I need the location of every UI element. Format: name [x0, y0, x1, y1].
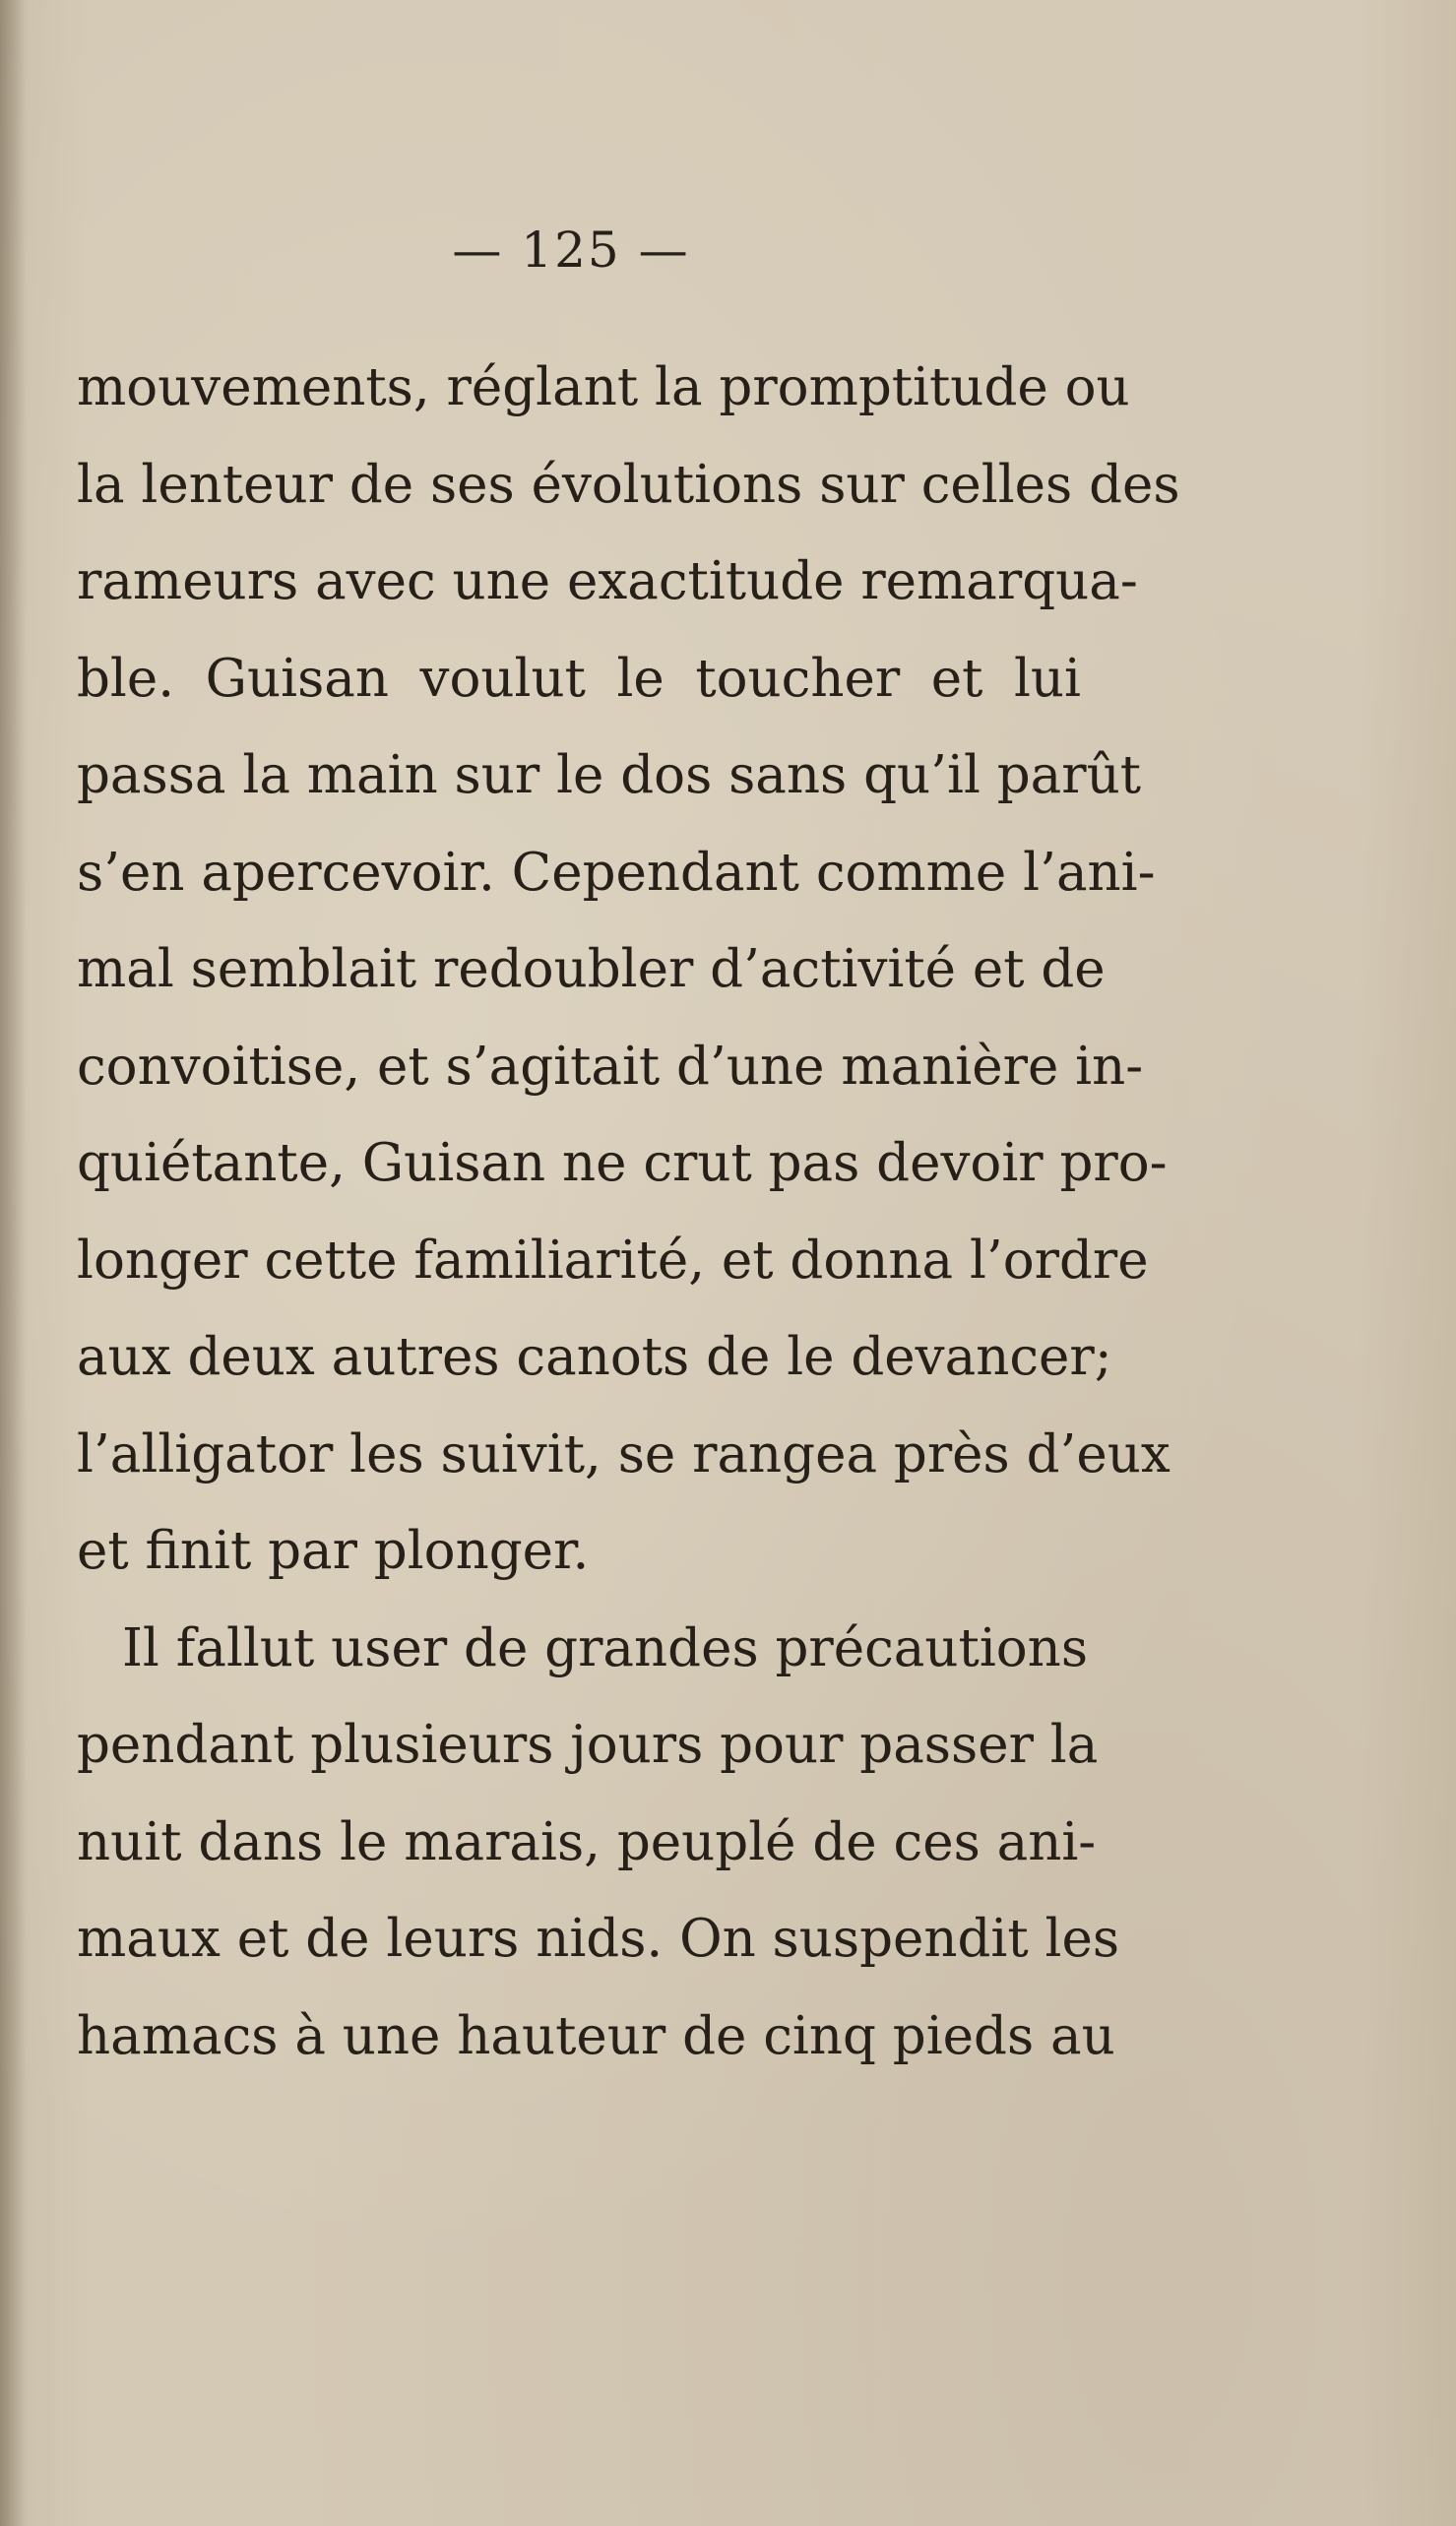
- text-line: mouvements, réglant la promptitude ou: [77, 357, 1130, 417]
- text-line: convoitise, et s’agitait d’une manière in-: [77, 1036, 1144, 1097]
- text-line: l’alligator les suivit, se rangea près d’eux: [77, 1423, 1171, 1484]
- text-line: mal semblait redoubler d’activité et de: [77, 939, 1106, 999]
- text-line: longer cette familiarité, et donna l’ordre: [77, 1230, 1149, 1291]
- text-line: ble. Guisan voulut le toucher et lui: [77, 648, 1081, 709]
- text-line: la lenteur de ses évolutions sur celles des: [77, 454, 1180, 515]
- text-line: passa la main sur le dos sans qu’il parût: [77, 745, 1142, 805]
- text-line-paragraph-end: et finit par plonger.: [77, 1521, 590, 1581]
- text-line: aux deux autres canots de le devancer;: [77, 1327, 1112, 1387]
- text-line: s’en apercevoir. Cependant comme l’ani-: [77, 842, 1156, 903]
- text-line: pendant plusieurs jours pour passer la: [77, 1715, 1099, 1775]
- body-text: [77, 340, 1180, 2085]
- page-spine-shadow: [0, 0, 26, 2526]
- text-line: quiétante, Guisan ne crut pas devoir pro-: [77, 1133, 1168, 1193]
- page-number-header: — 125 —: [452, 221, 690, 279]
- text-line-paragraph-start: Il fallut user de grandes précautions: [122, 1617, 1089, 1678]
- text-line: hamacs à une hauteur de cinq pieds au: [77, 2005, 1115, 2066]
- text-line: rameurs avec une exactitude remarqua-: [77, 551, 1138, 611]
- text-line: nuit dans le marais, peuplé de ces ani-: [77, 1811, 1097, 1872]
- text-line: maux et de leurs nids. On suspendit les: [77, 1909, 1120, 1969]
